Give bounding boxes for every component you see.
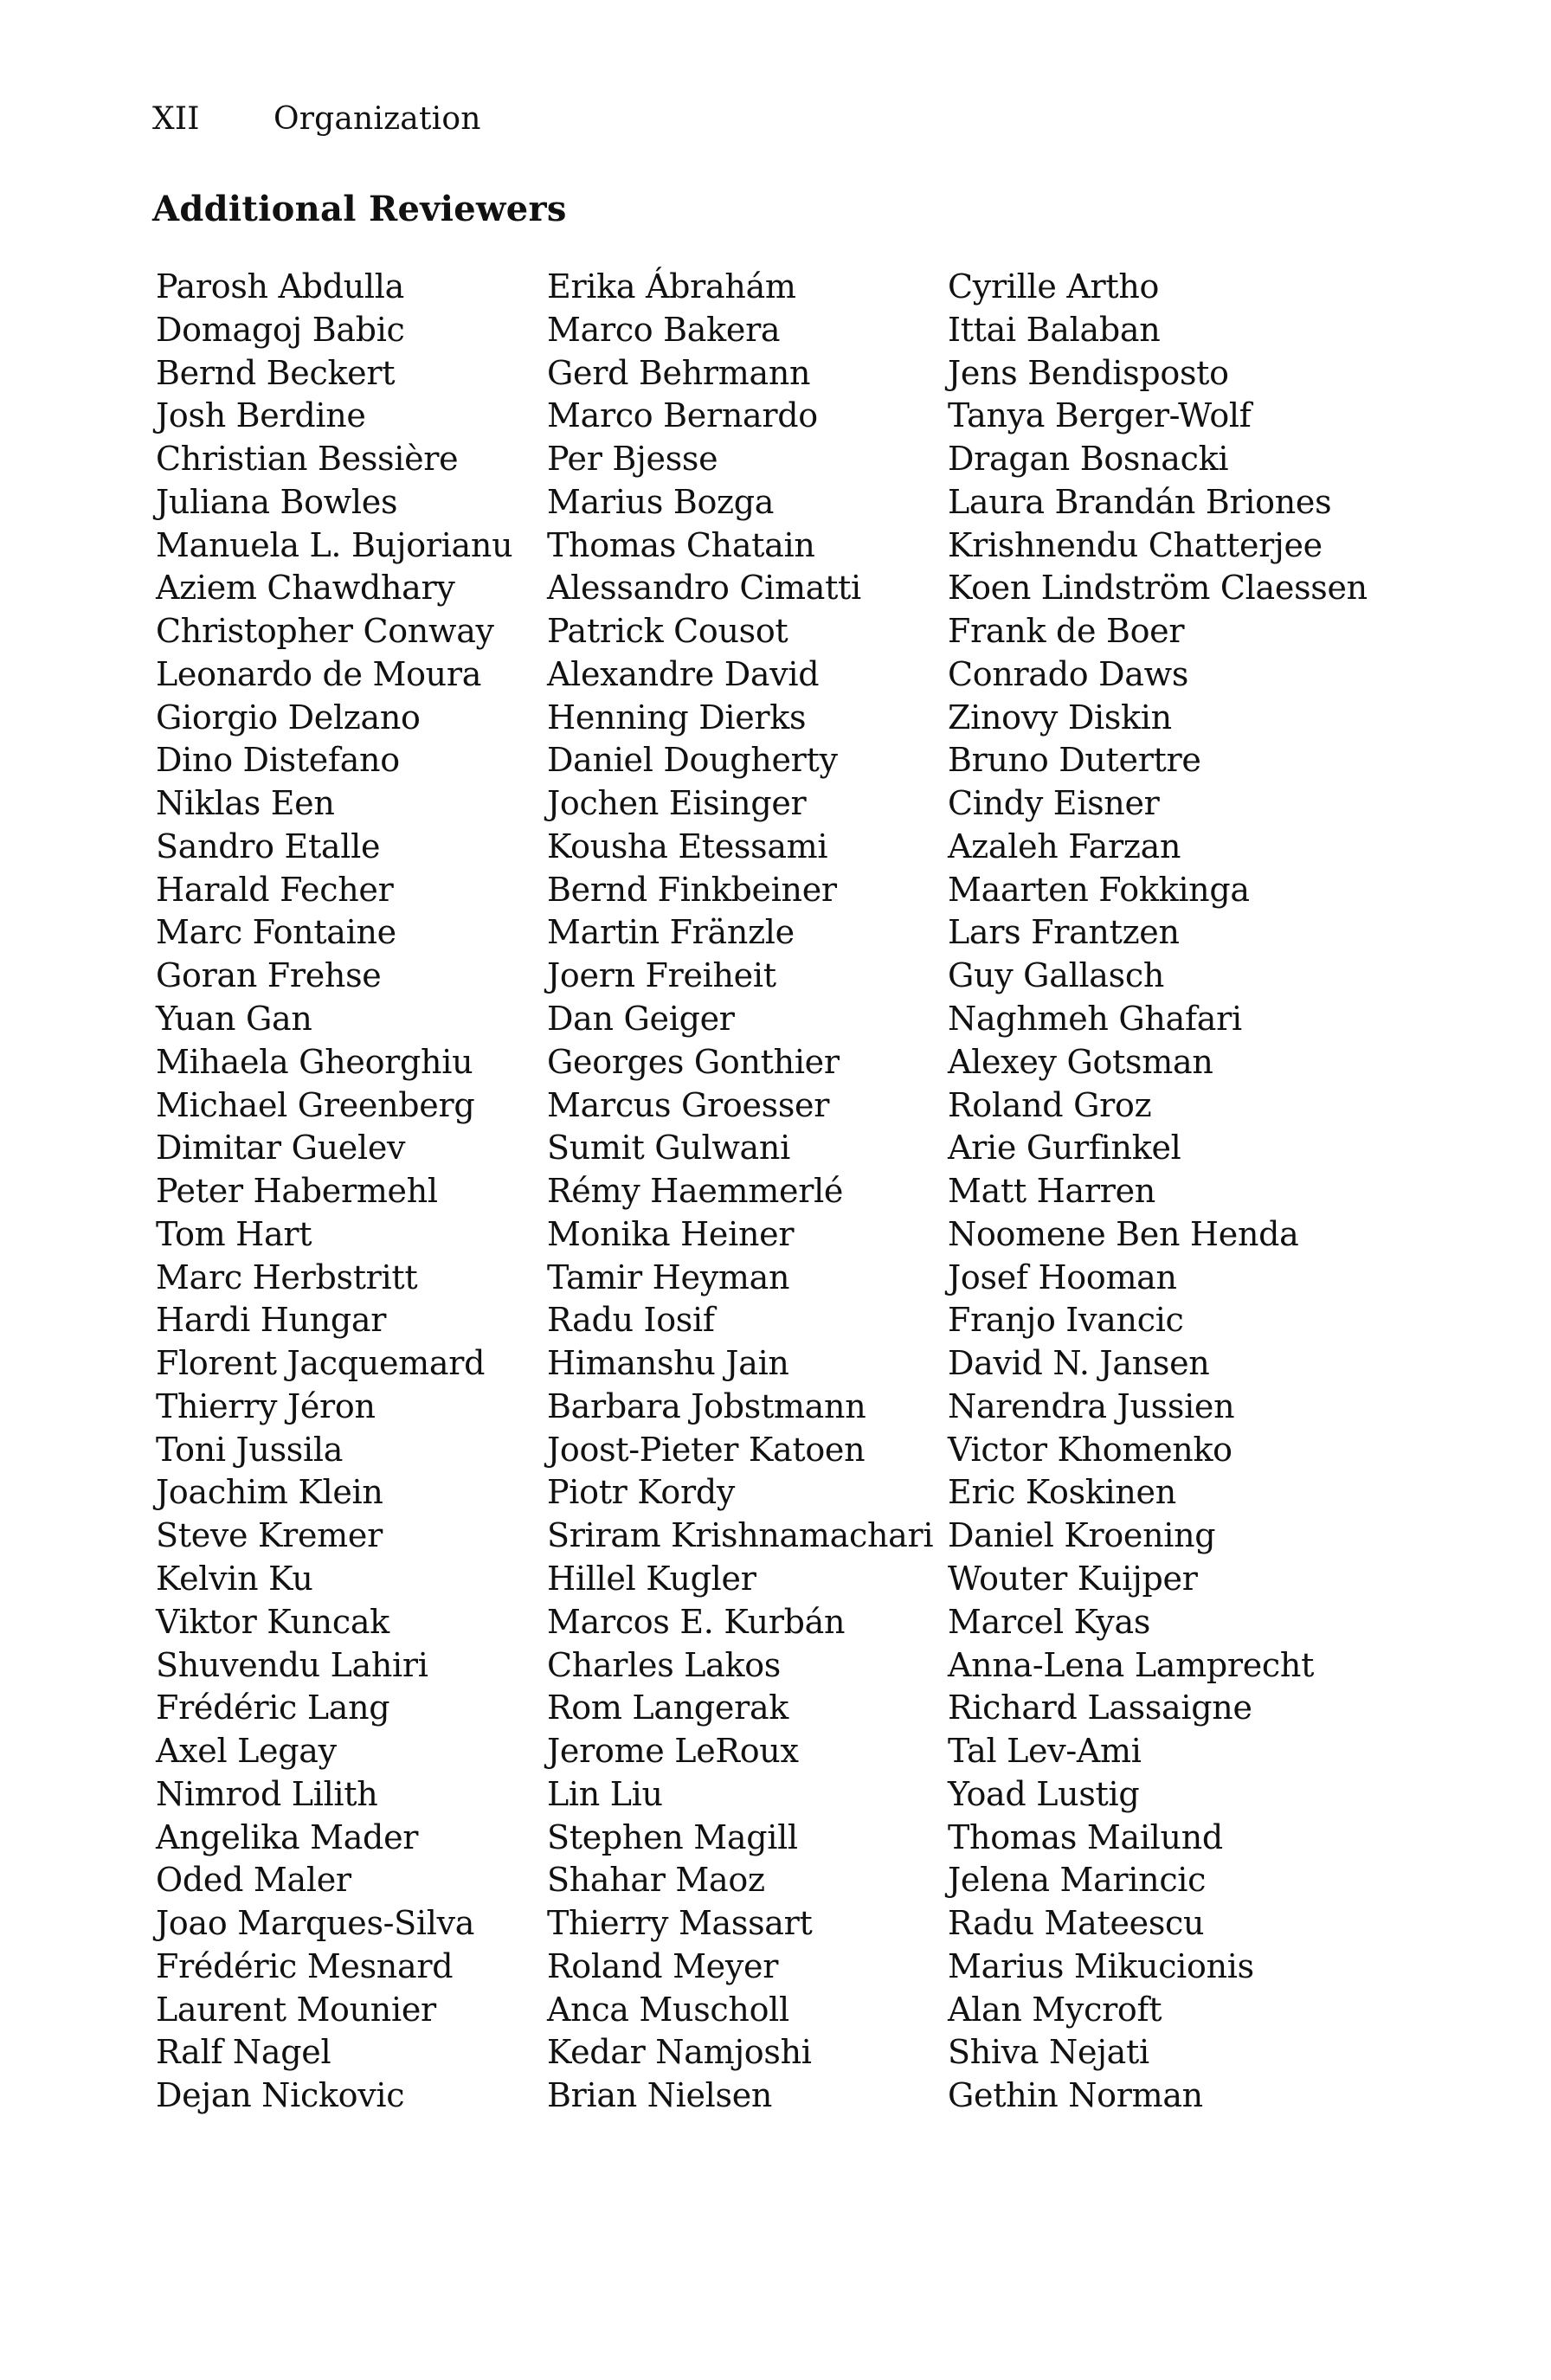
reviewer-column-2 [547,266,948,2118]
reviewer-name: Joost-Pieter Katoen [547,1430,866,1469]
reviewer-name: Laurent Mounier [156,1990,436,2029]
reviewer-name: Eric Koskinen [948,1473,1176,1512]
reviewer-name: Brian Nielsen [547,2076,773,2115]
reviewer-name: Mihaela Gheorghiu [156,1042,473,1081]
reviewer-name: Thomas Mailund [948,1817,1223,1856]
reviewer-name: Josh Berdine [156,396,366,435]
reviewer-name: Barbara Jobstmann [547,1386,866,1425]
running-title: Organization [274,100,481,137]
reviewer-name: Marcel Kyas [948,1602,1151,1641]
reviewer-name: Anca Muscholl [547,1990,789,2029]
reviewer-name: Erika Ábrahám [547,267,796,306]
reviewer-name: Zinovy Diskin [948,698,1172,737]
reviewer-name: Yuan Gan [156,1000,312,1039]
reviewer-name: Marcus Groesser [547,1085,830,1124]
reviewer-name: Piotr Kordy [547,1473,736,1512]
reviewer-name: Parosh Abdulla [156,267,404,306]
reviewer-name: Daniel Dougherty [547,741,838,780]
reviewer-name: Bruno Dutertre [948,741,1201,780]
reviewer-name: Leonardo de Moura [156,654,482,693]
reviewer-name: Aziem Chawdhary [156,569,455,608]
reviewer-name: Arie Gurfinkel [948,1129,1181,1167]
reviewer-name: Patrick Cousot [547,612,788,651]
reviewer-column-1 [156,266,547,2118]
reviewer-name: Thierry Jéron [156,1386,376,1425]
reviewer-name: Roland Meyer [547,1946,779,1985]
reviewer-name: Sumit Gulwani [547,1129,790,1167]
reviewer-list [156,266,1368,2118]
reviewer-name: Bernd Finkbeiner [547,870,837,909]
reviewer-name: Jochen Eisinger [547,784,807,823]
reviewer-name: Bernd Beckert [156,353,396,392]
reviewer-name: Azaleh Farzan [948,827,1181,865]
reviewer-name: Rom Langerak [547,1689,789,1727]
reviewer-name: Viktor Kuncak [156,1602,389,1641]
reviewer-name: Peter Habermehl [156,1172,438,1211]
reviewer-name: Christopher Conway [156,612,494,651]
reviewer-name: Marc Herbstritt [156,1258,418,1296]
reviewer-name: Radu Mateescu [948,1904,1205,1943]
reviewer-name: Dimitar Guelev [156,1129,406,1167]
reviewer-name: Anna-Lena Lamprecht [948,1645,1315,1684]
reviewer-name: Radu Iosif [547,1301,715,1340]
reviewer-name: Naghmeh Ghafari [948,1000,1242,1039]
reviewer-name: Tamir Heyman [547,1258,790,1296]
reviewer-name: Toni Jussila [156,1430,344,1469]
reviewer-name: David N. Jansen [948,1344,1210,1383]
reviewer-name: Marcos E. Kurbán [547,1602,846,1641]
reviewer-name: Shuvendu Lahiri [156,1645,428,1684]
reviewer-name: Koen Lindström Claessen [948,569,1368,608]
reviewer-name: Richard Lassaigne [948,1689,1252,1727]
reviewer-name: Cindy Eisner [948,784,1160,823]
reviewer-name: Guy Gallasch [948,956,1165,995]
reviewer-name: Manuela L. Bujorianu [156,525,513,564]
reviewer-name: Henning Dierks [547,698,807,737]
reviewer-name: Sriram Krishnamachari [547,1516,934,1555]
reviewer-name: Alexey Gotsman [948,1042,1213,1081]
reviewer-name: Angelika Mader [156,1817,419,1856]
reviewer-name: Matt Harren [948,1172,1155,1211]
reviewer-name: Kousha Etessami [547,827,828,865]
reviewer-name: Daniel Kroening [948,1516,1216,1555]
reviewer-name: Josef Hooman [948,1258,1177,1296]
page-number: XII [152,100,200,137]
reviewer-name: Hillel Kugler [547,1559,756,1598]
reviewer-name: Marius Mikucionis [948,1946,1254,1985]
reviewer-name: Frank de Boer [948,612,1185,651]
reviewer-name: Shahar Maoz [547,1861,765,1900]
reviewer-name: Dan Geiger [547,1000,735,1039]
reviewer-name: Joachim Klein [156,1473,383,1512]
reviewer-name: Tom Hart [156,1214,312,1253]
reviewer-name: Dejan Nickovic [156,2076,405,2115]
reviewer-name: Frédéric Lang [156,1689,390,1727]
reviewer-name: Victor Khomenko [948,1430,1232,1469]
reviewer-name: Tal Lev-Ami [948,1732,1142,1771]
reviewer-name: Narendra Jussien [948,1386,1235,1425]
reviewer-name: Harald Fecher [156,870,394,909]
reviewer-name: Yoad Lustig [948,1774,1140,1813]
reviewer-name: Thomas Chatain [547,525,815,564]
reviewer-name: Michael Greenberg [156,1085,475,1124]
reviewer-name: Sandro Etalle [156,827,381,865]
reviewer-name: Marco Bernardo [547,396,818,435]
reviewer-name: Krishnendu Chatterjee [948,525,1323,564]
reviewer-name: Lin Liu [547,1774,663,1813]
reviewer-name: Noomene Ben Henda [948,1214,1299,1253]
reviewer-name: Ralf Nagel [156,2033,331,2072]
reviewer-name: Charles Lakos [547,1645,781,1684]
reviewer-name: Franjo Ivancic [948,1301,1184,1340]
reviewer-name: Shiva Nejati [948,2033,1149,2072]
reviewer-name: Axel Legay [156,1732,337,1771]
reviewer-name: Giorgio Delzano [156,698,421,737]
reviewer-name: Christian Bessière [156,440,459,479]
reviewer-name: Roland Groz [948,1085,1152,1124]
reviewer-name: Maarten Fokkinga [948,870,1250,909]
reviewer-name: Himanshu Jain [547,1344,789,1383]
reviewer-name: Thierry Massart [547,1904,813,1943]
reviewer-name: Joern Freiheit [547,956,776,995]
reviewer-name: Conrado Daws [948,654,1189,693]
reviewer-name: Dino Distefano [156,741,400,780]
reviewer-name: Rémy Haemmerlé [547,1172,844,1211]
section-title: Additional Reviewers [152,189,567,229]
reviewer-name: Kelvin Ku [156,1559,313,1598]
reviewer-name: Florent Jacquemard [156,1344,486,1383]
reviewer-name: Georges Gonthier [547,1042,840,1081]
reviewer-name: Jerome LeRoux [547,1732,799,1771]
reviewer-name: Gethin Norman [948,2076,1203,2115]
reviewer-name: Stephen Magill [547,1817,798,1856]
reviewer-name: Hardi Hungar [156,1301,387,1340]
reviewer-name: Juliana Bowles [156,482,398,521]
reviewer-name: Tanya Berger-Wolf [948,396,1252,435]
reviewer-name: Niklas Een [156,784,335,823]
reviewer-name: Jens Bendisposto [948,353,1229,392]
reviewer-name: Goran Frehse [156,956,382,995]
reviewer-name: Cyrille Artho [948,267,1160,306]
reviewer-name: Marius Bozga [547,482,775,521]
reviewer-name: Steve Kremer [156,1516,383,1555]
reviewer-name: Wouter Kuijper [948,1559,1198,1598]
reviewer-name: Per Bjesse [547,440,718,479]
reviewer-column-3 [948,266,1368,2118]
reviewer-name: Laura Brandán Briones [948,482,1332,521]
reviewer-name: Lars Frantzen [948,913,1180,952]
reviewer-name: Frédéric Mesnard [156,1946,454,1985]
reviewer-name: Domagoj Babic [156,310,405,349]
reviewer-name: Alan Mycroft [948,1990,1162,2029]
reviewer-name: Alessandro Cimatti [547,569,861,608]
reviewer-name: Marc Fontaine [156,913,396,952]
reviewer-name: Martin Fränzle [547,913,795,952]
reviewer-name: Nimrod Lilith [156,1774,378,1813]
reviewer-name: Jelena Marincic [948,1861,1207,1900]
running-head [152,97,481,140]
reviewer-name: Ittai Balaban [948,310,1161,349]
reviewer-name: Oded Maler [156,1861,351,1900]
reviewer-name: Kedar Namjoshi [547,2033,812,2072]
reviewer-name: Alexandre David [547,654,820,693]
reviewer-name: Marco Bakera [547,310,781,349]
reviewer-name: Gerd Behrmann [547,353,811,392]
reviewer-name: Dragan Bosnacki [948,440,1229,479]
reviewer-name: Joao Marques-Silva [156,1904,475,1943]
reviewer-name: Monika Heiner [547,1214,795,1253]
